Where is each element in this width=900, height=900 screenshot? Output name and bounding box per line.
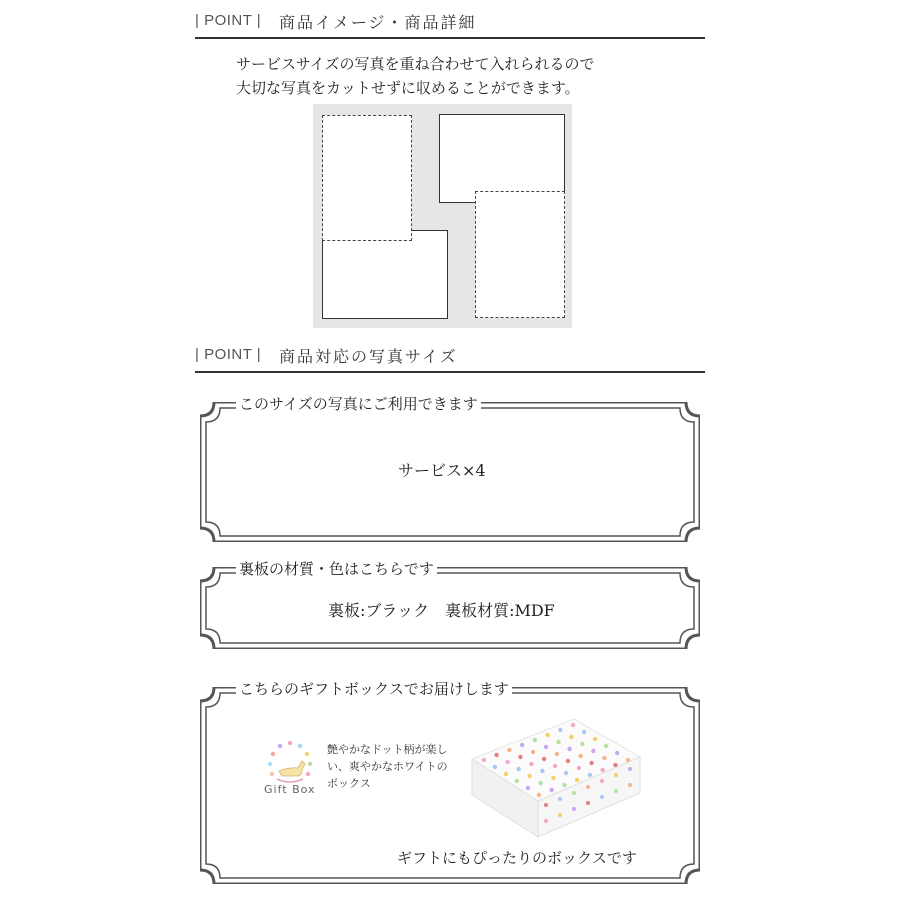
box-dot xyxy=(588,773,592,777)
section-header-photo-size xyxy=(195,344,705,372)
box-dot xyxy=(593,737,597,741)
photo-portrait-top-left xyxy=(322,115,412,241)
box-dot xyxy=(600,768,604,772)
box-dot xyxy=(537,793,541,797)
box-dot xyxy=(572,807,576,811)
box-dot xyxy=(558,797,562,801)
box-dot xyxy=(540,769,544,773)
box-dot xyxy=(577,766,581,770)
box-dot xyxy=(628,767,632,771)
box-dot xyxy=(556,740,560,744)
description-line-1: 艶やかなドット柄が楽し xyxy=(327,743,448,756)
box-dot xyxy=(578,754,582,758)
photo-landscape-bottom-left xyxy=(322,230,448,319)
box-dot xyxy=(628,783,632,787)
box-dot xyxy=(527,774,531,778)
frame-gift-box xyxy=(200,680,700,884)
photo-size-value: サービス×4 xyxy=(398,461,486,480)
box-dot xyxy=(558,728,562,732)
box-dot xyxy=(575,778,579,782)
box-dot xyxy=(582,730,586,734)
intro-line-1: サービスサイズの写真を重ね合わせて入れられるので xyxy=(236,55,595,73)
box-dot xyxy=(569,735,573,739)
intro-line-2: 大切な写真をカットせずに収めることができます。 xyxy=(236,79,580,97)
gift-box-photo xyxy=(466,709,646,844)
box-dot xyxy=(562,783,566,787)
box-dot xyxy=(615,751,619,755)
photo-layout-illustration xyxy=(313,104,572,328)
frame-photo-size xyxy=(200,395,700,542)
photo-landscape-top-right xyxy=(439,114,565,203)
box-dot xyxy=(529,762,533,766)
gift-box-logo xyxy=(262,737,318,801)
gift-box-caption: ギフトにもぴったりのボックスです xyxy=(397,849,637,867)
photo-portrait-bottom-right xyxy=(475,191,565,318)
box-dot xyxy=(600,795,604,799)
box-dot xyxy=(564,771,568,775)
box-dot xyxy=(494,753,498,757)
frame-title: 裏板の材質・色はこちらです xyxy=(236,558,437,579)
frame-backboard-material xyxy=(200,560,700,649)
box-dot xyxy=(626,758,630,762)
box-dot xyxy=(551,776,555,780)
box-dot xyxy=(545,733,549,737)
divider xyxy=(195,37,705,39)
box-dot xyxy=(614,789,618,793)
box-dot xyxy=(567,747,571,751)
point-label: | POINT | xyxy=(195,346,262,363)
box-dot xyxy=(586,801,590,805)
description-line-3: ボックス xyxy=(327,777,371,790)
gift-box-description xyxy=(327,741,448,792)
box-dot xyxy=(516,767,520,771)
box-dot xyxy=(504,772,508,776)
box-dot xyxy=(614,773,618,777)
box-dot xyxy=(589,761,593,765)
frame-title: こちらのギフトボックスでお届けします xyxy=(236,678,512,699)
point-label: | POINT | xyxy=(195,12,262,29)
box-dot xyxy=(553,764,557,768)
dotted-gift-box-image xyxy=(466,709,646,844)
divider xyxy=(195,371,705,373)
box-dot xyxy=(586,785,590,789)
box-dot xyxy=(600,779,604,783)
box-dot xyxy=(544,803,548,807)
box-dot xyxy=(518,755,522,759)
box-dot xyxy=(515,779,519,783)
box-dot xyxy=(533,738,537,742)
box-dot xyxy=(566,759,570,763)
box-dot xyxy=(613,763,617,767)
box-dot xyxy=(544,745,548,749)
box-dot xyxy=(572,791,576,795)
box-dot xyxy=(555,752,559,756)
box-dot xyxy=(482,758,486,762)
box-dot xyxy=(538,781,542,785)
box-dot xyxy=(544,819,548,823)
box-dot xyxy=(604,744,608,748)
box-dot xyxy=(531,750,535,754)
box-dot xyxy=(558,813,562,817)
box-dot xyxy=(602,756,606,760)
section-header-product-image xyxy=(195,10,705,38)
box-dot xyxy=(505,760,509,764)
frame-title: このサイズの写真にご利用できます xyxy=(236,393,481,414)
box-dot xyxy=(526,786,530,790)
box-dot xyxy=(580,742,584,746)
box-dot xyxy=(571,723,575,727)
description-line-2: い、爽やかなホワイトの xyxy=(327,760,448,773)
intro-text xyxy=(236,52,595,100)
box-dot xyxy=(542,757,546,761)
section-title: 商品対応の写真サイズ xyxy=(279,347,458,366)
box-dot xyxy=(549,788,553,792)
section-title: 商品イメージ・商品詳細 xyxy=(279,13,477,32)
box-dot xyxy=(591,749,595,753)
backboard-spec: 裏板:ブラック 裏板材質:MDF xyxy=(328,601,555,620)
box-dot xyxy=(493,765,497,769)
box-dot xyxy=(507,748,511,752)
gift-box-logo-text: Gift Box xyxy=(264,783,316,796)
box-dot xyxy=(520,743,524,747)
